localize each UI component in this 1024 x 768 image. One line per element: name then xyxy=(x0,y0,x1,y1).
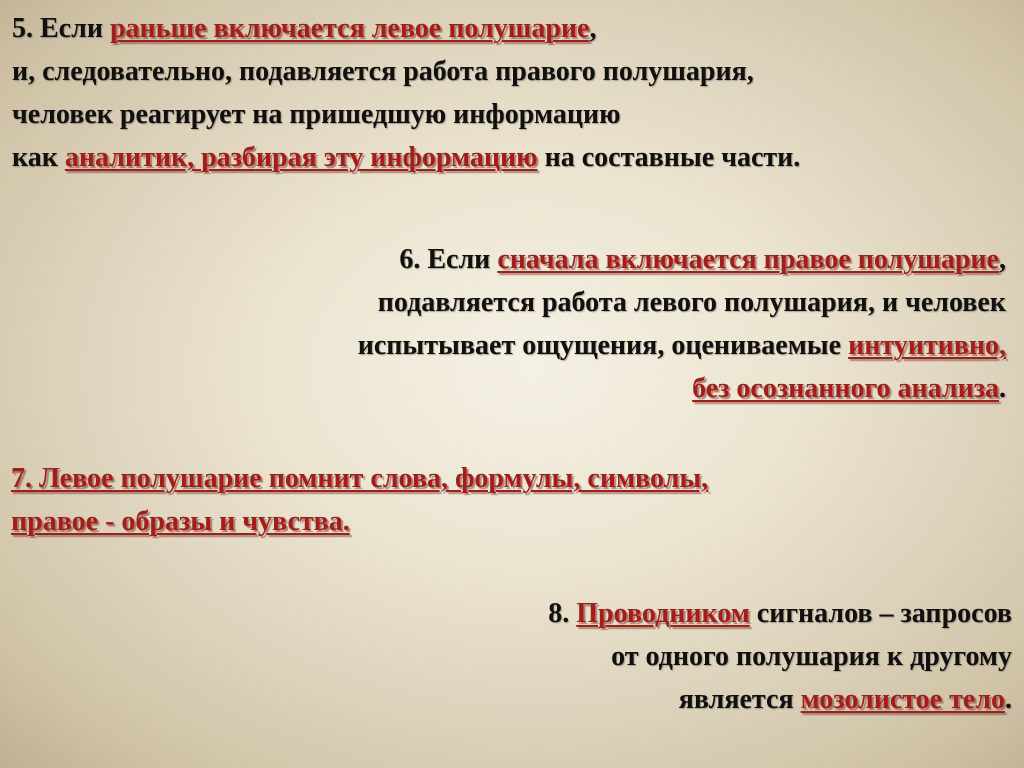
item-6-highlight-right-first: сначала включается правое полушарие xyxy=(497,244,999,275)
item-6-highlight-no-analysis: без осознанного анализа xyxy=(692,373,999,404)
item-6-line-1-suffix: , xyxy=(999,244,1006,275)
item-7-line-2: правое - образы и чувства. xyxy=(11,506,350,537)
item-8-line-3-suffix: . xyxy=(1005,684,1012,715)
item-5-line-1 xyxy=(12,7,800,50)
item-8-line-3-prefix: является xyxy=(678,684,801,715)
item-8-line-3 xyxy=(548,678,1012,721)
item-6-text xyxy=(358,238,1006,410)
item-6-line-2: подавляется работа левого полушария, и человек xyxy=(377,287,1006,318)
item-5-highlight-left-first: раньше включается левое полушарие xyxy=(109,13,590,44)
item-5-line-3: человек реагирует на пришедшую информацию xyxy=(12,99,621,130)
item-8-highlight-corpus-callosum: мозолистое тело xyxy=(800,684,1005,715)
item-8-line-1-prefix: 8. xyxy=(548,598,577,629)
item-8-highlight-conductor: Проводником xyxy=(576,598,750,629)
item-5-highlight-analyst: аналитик, разбирая эту информацию xyxy=(64,142,538,173)
item-5-text xyxy=(12,7,800,179)
item-8-line-2: от одного полушария к другому xyxy=(611,641,1012,672)
item-7-line-1: 7. Левое полушарие помнит слова, формулы, символы, xyxy=(11,463,709,494)
item-5-line-1-suffix: , xyxy=(589,13,597,44)
item-5-line-2: и, следовательно, подавляется работа правого полушария, xyxy=(12,56,754,87)
item-5-line-4-prefix: как xyxy=(12,142,65,173)
item-7-text xyxy=(11,457,708,543)
item-8-text xyxy=(548,592,1012,721)
item-6-line-3-prefix: испытывает ощущения, оцениваемые xyxy=(357,330,849,361)
item-6-line-3 xyxy=(358,324,1006,367)
item-8-line-1 xyxy=(548,592,1012,635)
item-6-line-4-suffix: . xyxy=(999,373,1006,404)
item-6-line-4 xyxy=(358,367,1006,410)
item-6-highlight-intuitive: интуитивно, xyxy=(848,330,1006,361)
item-8-line-1-suffix: сигналов – запросов xyxy=(749,598,1012,629)
item-5-line-4 xyxy=(12,136,800,179)
item-5-line-4-suffix: на составные части. xyxy=(537,142,801,173)
item-6-line-1 xyxy=(358,238,1006,281)
item-5-line-1-prefix: 5. Если xyxy=(12,13,110,44)
item-6-line-1-prefix: 6. Если xyxy=(399,244,498,275)
